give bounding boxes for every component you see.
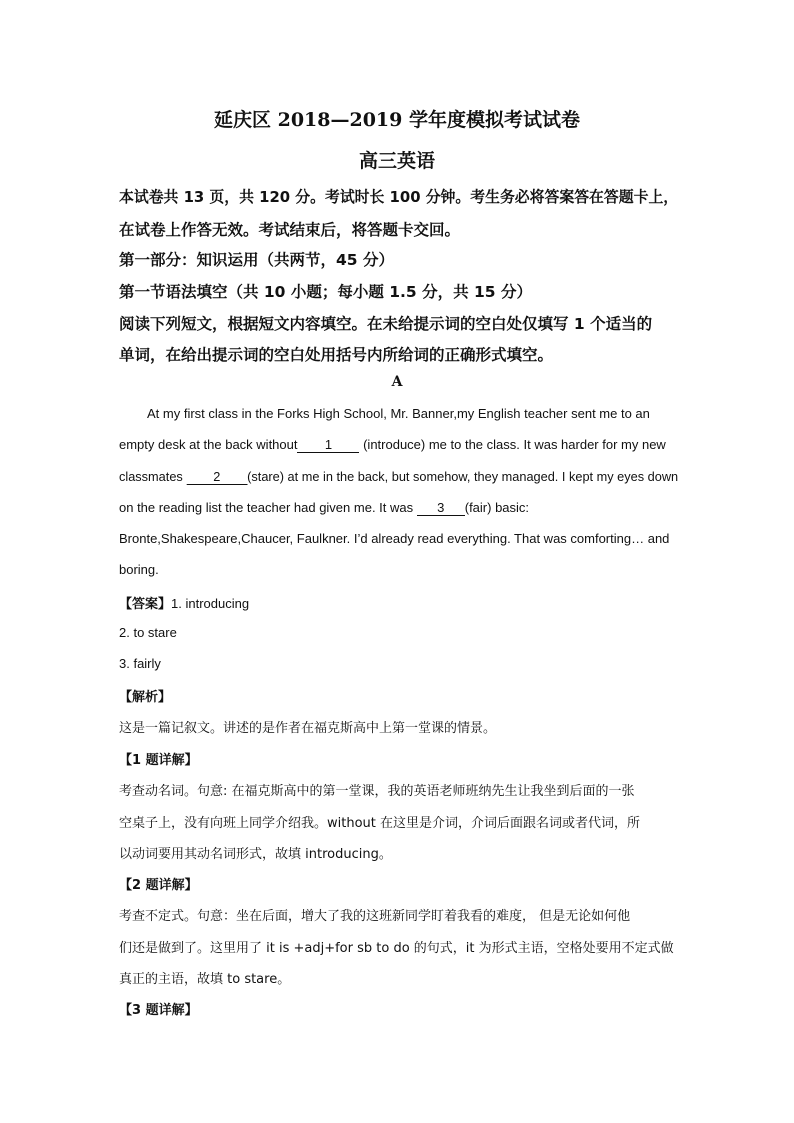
q1-detail-line-2: 空桌子上，没有向班上同学介绍我。without 在这里是介词，介词后面跟名词或者代词，所 xyxy=(119,816,641,831)
instructions-line-2: 在试卷上作答无效。考试结束后，将答题卡交回。 xyxy=(119,221,461,239)
passage-line-3 xyxy=(119,469,678,485)
answer-2: 2. to stare xyxy=(119,625,177,640)
instructions-line-1: 本试卷共 13 页，共 120 分。考试时长 100 分钟。考生务必将答案答在答题卡上， xyxy=(119,188,679,206)
passage-label: A xyxy=(391,374,403,390)
blank-3: 3 xyxy=(417,501,465,516)
passage-line-4-end: (fair) basic: xyxy=(464,500,530,515)
passage-line-5: Bronte,Shakespeare,Chaucer, Faulkner. I’d already read everything. That was comforting… and xyxy=(119,531,670,546)
exam-subject: 高三英语 xyxy=(358,150,435,172)
blank-1: 1 xyxy=(297,438,359,453)
q2-detail-line-1: 考查不定式。句意：坐在后面，增大了我的这班新同学盯着我看的难度， 但是无论如何他 xyxy=(119,909,631,924)
answer-line-1 xyxy=(119,593,249,612)
passage-line-6: boring. xyxy=(119,562,159,577)
part-heading: 第一部分：知识运用（共两节，45 分） xyxy=(119,251,394,269)
q2-detail-line-3: 真正的主语，故填 to stare。 xyxy=(119,972,291,987)
passage-line-3-start: classmates xyxy=(119,469,187,484)
passage-line-3-end: (stare) at me in the back, but somehow, they managed. I kept my eyes down xyxy=(247,469,679,484)
section-heading: 第一节语法填空（共 10 小题；每小题 1.5 分，共 15 分） xyxy=(119,283,532,301)
passage-line-4 xyxy=(119,500,529,516)
direction-line-2: 单词，在给出提示词的空白处用括号内所给词的正确形式填空。 xyxy=(119,346,554,364)
q1-detail-label: 【1 题详解】 xyxy=(119,753,198,768)
passage-line-2-start: empty desk at the back without xyxy=(119,437,298,452)
q1-detail-line-1: 考查动名词。句意: 在福克斯高中的第一堂课，我的英语老师班纳先生让我坐到后面的一张 xyxy=(119,784,635,799)
passage-line-1: At my first class in the Forks High School, Mr. Banner,my English teacher sent me to an xyxy=(147,406,650,421)
passage-line-2-end: (introduce) me to the class. It was harder for my new xyxy=(359,437,666,452)
analysis-label: 【解析】 xyxy=(119,690,172,705)
passage-line-2 xyxy=(119,437,666,453)
direction-line-1: 阅读下列短文，根据短文内容填空。在未给提示词的空白处仅填写 1 个适当的 xyxy=(119,315,653,333)
analysis-summary: 这是一篇记叙文。讲述的是作者在福克斯高中上第一堂课的情景。 xyxy=(119,721,497,736)
blank-2: 2 xyxy=(186,470,247,485)
q1-detail-line-3: 以动词要用其动名词形式，故填 introducing。 xyxy=(119,847,392,862)
q2-detail-label: 【2 题详解】 xyxy=(119,878,198,893)
q3-detail-label: 【3 题详解】 xyxy=(119,1003,198,1018)
answer-1: 1. introducing xyxy=(171,596,250,611)
answer-label: 【答案】 xyxy=(119,597,172,612)
exam-title: 延庆区 2018—2019 学年度模拟考试试卷 xyxy=(214,109,580,131)
answer-3: 3. fairly xyxy=(119,656,161,671)
q2-detail-line-2: 们还是做到了。这里用了 it is +adj+for sb to do 的句式，it 为形式主语，空格处要用不定式做 xyxy=(119,941,674,956)
passage-line-4-start: on the reading list the teacher had given me. It was xyxy=(119,500,417,515)
